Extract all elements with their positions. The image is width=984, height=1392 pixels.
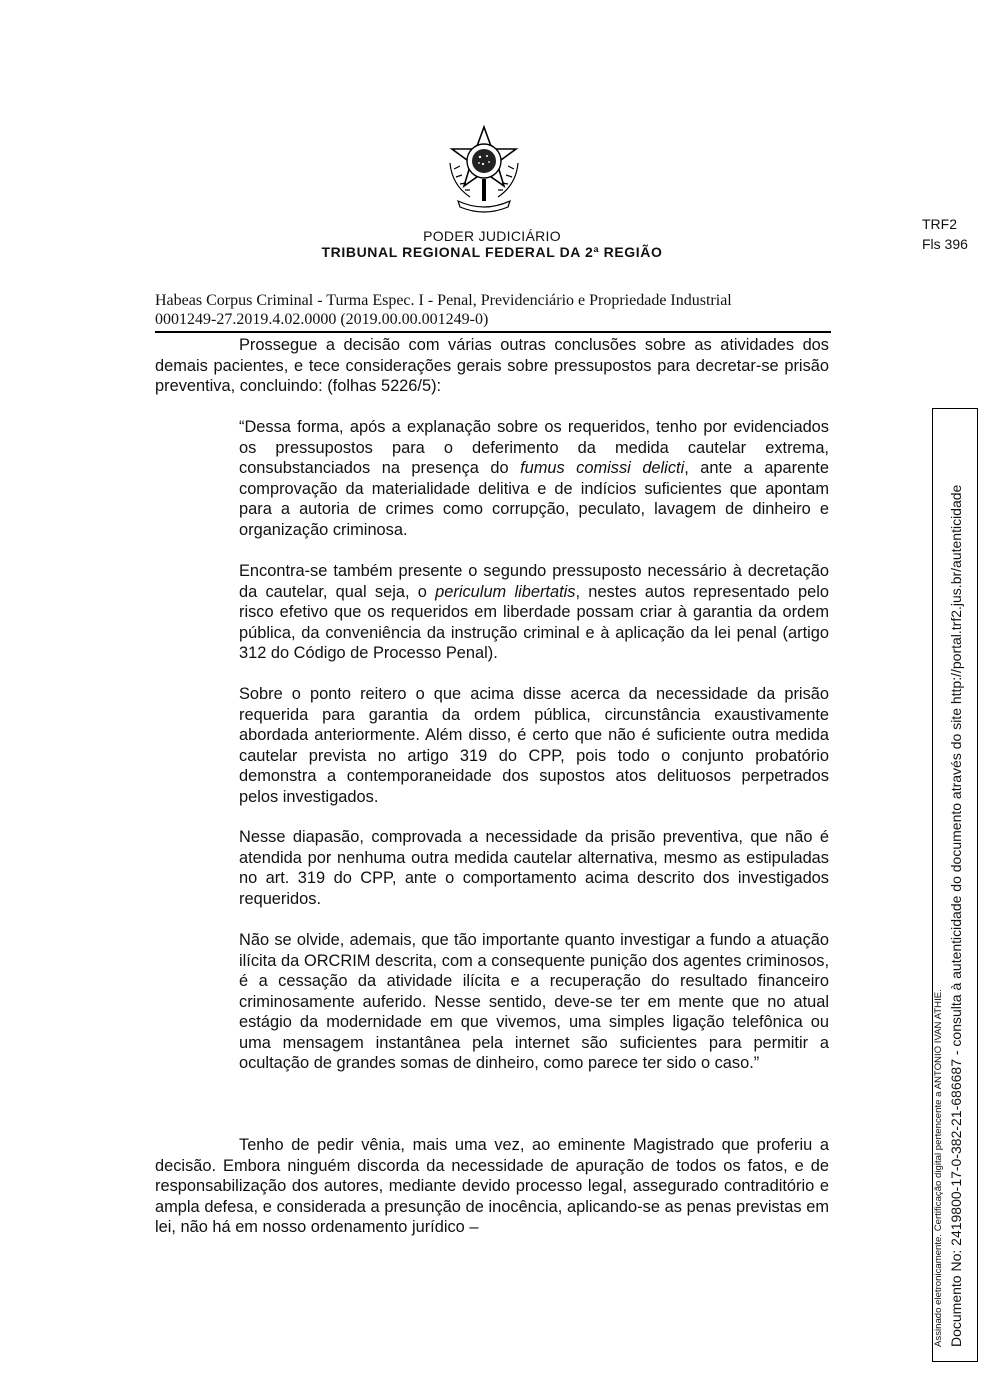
brazil-coat-of-arms-icon [444, 123, 524, 215]
folio-stamp [922, 214, 968, 254]
quote-paragraph-1 [239, 417, 829, 540]
header-divider [155, 331, 831, 333]
case-title: Habeas Corpus Criminal - Turma Espec. I - Penal, Previdenciário e Propriedade Industrial [155, 292, 732, 309]
document-id-note: Documento No: 2419800-17-0-382-21-686687 - consulta à autenticidade do documento através do site http://portal.trf2.jus.br/autenticidade [948, 484, 964, 1347]
authenticity-note [932, 415, 978, 1355]
quote-paragraph-4: Nesse diapasão, comprovada a necessidade da prisão preventiva, que não é atendida por nenhuma outra medida cautelar alternativa, mesmo as estipuladas no art. 319 do CPP, ante o comportamento acima descrito dos investigados requeridos. [239, 828, 829, 908]
quote-p2-text-b: , nestes autos representado pelo risco efetivo que os requeridos em liberdade possam criar à garantia da ordem pública, da conveniência da instrução criminal e à aplicação da lei penal (artigo 312 do Código de Processo Penal). [239, 582, 830, 662]
quote-p1-text-a: “Dessa forma, após a explanação sobre os requeridos, tenho por evidenciados os pressupostos para o deferimento da medida cautelar extrema, consubstanciados na presença do [239, 418, 829, 477]
stamp-folio: Fls 396 [922, 236, 968, 252]
quote-p2-emphasis: periculum libertatis [435, 582, 576, 601]
stamp-court: TRF2 [922, 216, 957, 232]
quote-p2-text-a: Encontra-se também presente o segundo pressuposto necessário à decretação da cautelar, qual seja, o [239, 562, 829, 601]
quote-paragraph-3: Sobre o ponto reitero o que acima disse acerca da necessidade da prisão requerida para garantia da ordem pública, circunstância exaustivamente abordada anteriormente. Além disso, é certo que não é suficiente outra medida cautelar prevista no artigo 319 do CPP, pois todo o conjunto probatório demonstra a contemporaneidade dos supostos atos delituosos perpetrados pelos investigados. [239, 685, 829, 806]
header-power: PODER JUDICIÁRIO [423, 228, 561, 244]
case-number: 0001249-27.2019.4.02.0000 (2019.00.00.001249-0) [155, 311, 489, 328]
quote-p1-text-b: , ante a aparente comprovação da materialidade delitiva e de indícios suficientes que apontam para a autoria de crimes como corrupção, peculato, lavagem de dinheiro e organização criminosa. [239, 459, 829, 539]
quote-paragraph-5: Não se olvide, ademais, que tão importante quanto investigar a fundo a atuação ilícita da ORCRIM descrita, com a consequente punição dos agentes criminosos, é a cessação da atividade ilícita e a recuperação do resultado financeiro criminosamente auferido. Nesse sentido, deve-se ter em mente que no atual estágio da modernidade em que vivemos, uma simples ligação telefônica ou uma mensagem instantânea pela internet são suficientes para permitir a ocultação de grandes somas de dinheiro, como parece ter sido o caso.” [239, 931, 829, 1072]
quote-paragraph-2 [239, 561, 829, 664]
intro-paragraph: Prossegue a decisão com várias outras conclusões sobre as atividades dos demais pacientes, e tece considerações gerais sobre pressupostos para decretar-se prisão preventiva, concluindo: (folhas 5226/5): [155, 336, 829, 395]
signature-note: Assinado eletronicamente. Certificação digital pertencente a ANTONIO IVAN ATHIE. [933, 989, 944, 1347]
header-court: TRIBUNAL REGIONAL FEDERAL DA 2ª REGIÃO [321, 244, 663, 260]
quote-p1-emphasis: fumus comissi delicti [520, 459, 685, 477]
closing-paragraph: Tenho de pedir vênia, mais uma vez, ao eminente Magistrado que proferiu a decisão. Embora ninguém discorda da necessidade de apuração de todos os fatos, e de responsabilização dos autores, mediante devido processo legal, assegurado contraditório e ampla defesa, e considerada a presunção de inocência, aplicando-se as penas previstas em lei, não há em nosso ordenamento jurídico – [155, 1136, 829, 1236]
